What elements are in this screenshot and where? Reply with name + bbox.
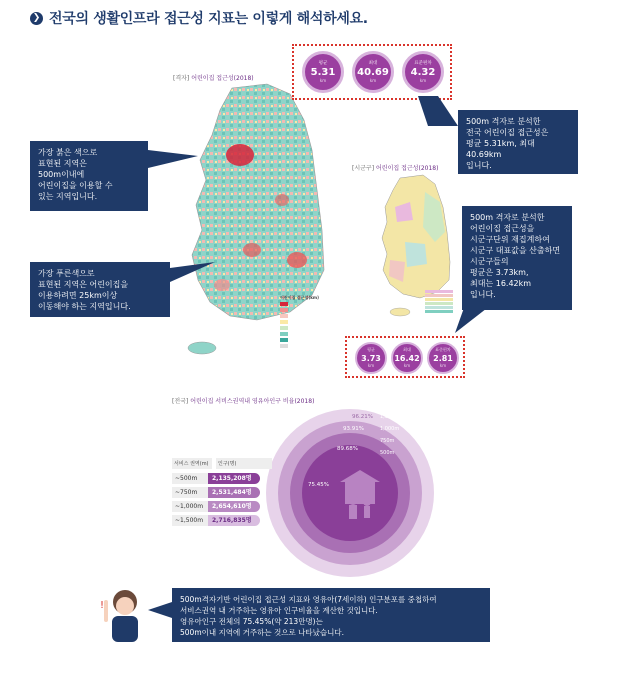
chevron-right-icon: ❯ [30, 12, 43, 25]
sigungu-stats-box [345, 336, 465, 378]
svg-text:!: ! [100, 600, 105, 611]
korea-mainland-shape [192, 84, 324, 320]
legend-swatch [280, 302, 288, 306]
ring-label-750m: 750m [380, 438, 395, 444]
legend-swatch [280, 326, 288, 330]
percent-750m: 89.68% [337, 446, 358, 452]
callout-arrow [148, 150, 198, 170]
ratio-chart-tag: [전국] [172, 398, 189, 405]
sigungu-stat-stddev: 표준편차 2.81 km [427, 342, 459, 374]
ring-label-500m: 500m [380, 450, 395, 456]
footer-note: 500m격자기반 어린이집 접근성 지표와 영유아(7세이하) 인구분포를 중첩하여 서비스권역 내 거주하는 영유아 인구비율을 계산한 것입니다. 영유아인구 전체의 75.45%(약 213만명)는 500m이내 지역에 거주하는 것으로 나타났습니다. [172, 588, 490, 642]
population-table [172, 458, 272, 529]
concentric-ring-chart [265, 408, 435, 578]
red-area-callout: 가장 붉은 색으로 표현된 지역은 500m이내에 어린이집을 이용할 수 있는 지역입니다. [30, 141, 148, 211]
grid-stats-box [292, 44, 452, 100]
table-header-distance: 서비스 권역(m) [172, 458, 212, 469]
legend-swatch [280, 338, 288, 342]
stat-stddev: 표준편차 4.32 km [402, 51, 444, 93]
percent-500m: 75.45% [308, 482, 329, 488]
table-header-population: 인구(명) [216, 458, 272, 469]
table-row: ~1,500m 2,716,835명 [172, 515, 272, 526]
ratio-chart-title: 어린이집 서비스권역내 영유아인구 비율(2018) [190, 398, 315, 405]
grid-map-title: 어린이집 접근성(2018) [191, 75, 254, 82]
legend-swatch [280, 308, 288, 312]
section-header [30, 8, 368, 28]
jeonju-cluster [243, 243, 261, 257]
busan-cluster [287, 252, 307, 268]
legend-title: 어린이집 접근성(km) [280, 295, 319, 300]
grid-summary-callout: 500m 격자로 분석한 전국 어린이집 접근성은 평균 5.31km, 최대 40.69km 입니다. [458, 110, 578, 174]
ratio-chart-label [172, 396, 314, 405]
percent-1500m: 96.21% [352, 414, 373, 420]
map-legend [280, 295, 340, 349]
jeju-island-shape [390, 308, 410, 316]
region-south [405, 242, 427, 267]
sigungu-legend [425, 290, 453, 313]
sigungu-stat-average: 평균 3.73 km [355, 342, 387, 374]
seoul-cluster [226, 144, 254, 166]
legend-swatch [280, 344, 288, 348]
grid-map-tag: [격자] [173, 75, 190, 82]
sigungu-map-title: 어린이집 접근성(2018) [376, 165, 439, 172]
section-title: 전국의 생활인프라 접근성 지표는 이렇게 해석하세요. [49, 11, 368, 27]
legend-swatch [280, 320, 288, 324]
ring-label-1000m: 1,000m [380, 426, 400, 432]
blue-area-callout: 가장 푸른색으로 표현된 지역은 어린이집을 이용하려면 25km이상 이동해야 하는 지역입니다. [30, 262, 170, 317]
table-row: ~1,000m 2,654,610명 [172, 501, 272, 512]
percent-1000m: 93.91% [343, 426, 364, 432]
table-row: ~750m 2,531,484명 [172, 487, 272, 498]
callout-arrow [170, 262, 220, 282]
callout-arrow [455, 305, 495, 335]
stat-max: 최대 40.69 km [352, 51, 394, 93]
table-row: ~500m 2,135,208명 [172, 473, 272, 484]
ring-label-1500m: 1,500m [380, 414, 400, 420]
sigungu-map-tag: [시군구] [352, 165, 375, 172]
sigungu-stat-max: 최대 16.42 km [391, 342, 423, 374]
sigungu-summary-callout: 500m 격자로 분석한 어린이집 접근성을 시군구단위 재집계하여 시군구 대표값을 산출하면 시군구들의 평균은 3.73km, 최대는 16.42km 입니다. [462, 206, 572, 310]
presenter-avatar [98, 586, 148, 646]
legend-swatch [280, 332, 288, 336]
legend-swatch [280, 314, 288, 318]
sigungu-map-label [352, 163, 438, 172]
daegu-cluster [275, 194, 289, 206]
jeju-island-shape [188, 342, 216, 354]
stat-average: 평균 5.31 km [302, 51, 344, 93]
